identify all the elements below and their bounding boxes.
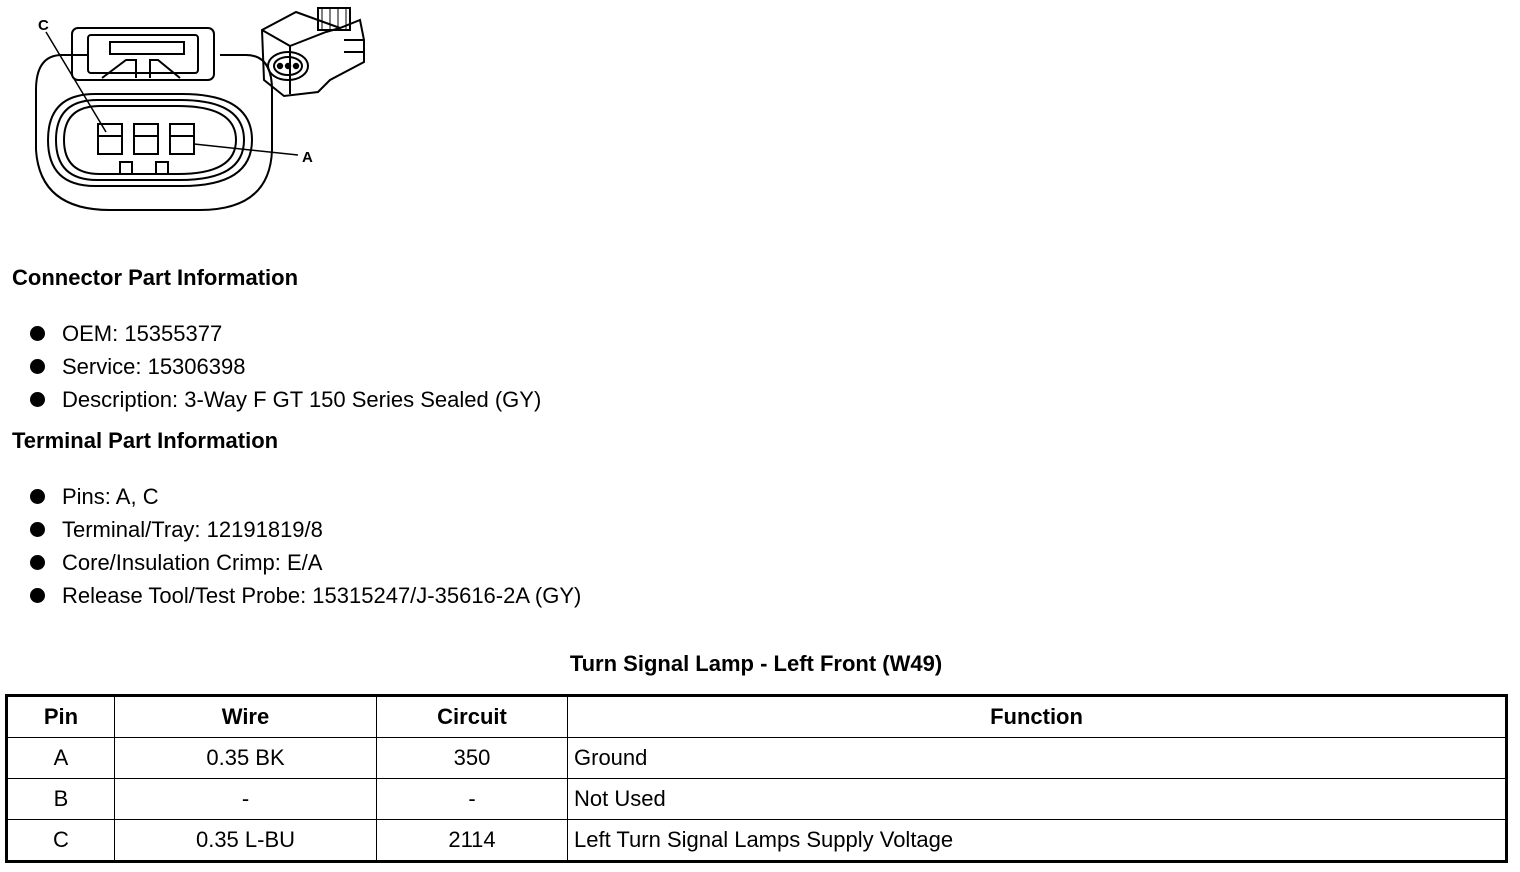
list-item: Core/Insulation Crimp: E/A <box>28 547 581 580</box>
bullet-icon <box>30 326 45 341</box>
cell-wire: 0.35 L-BU <box>115 820 377 862</box>
column-header-function: Function <box>568 696 1507 738</box>
table-row <box>7 820 1507 862</box>
list-item: Description: 3-Way F GT 150 Series Sealed (GY) <box>28 384 541 417</box>
pin-table <box>5 694 1508 863</box>
column-header-wire: Wire <box>115 696 377 738</box>
terminal-part-info-list <box>28 481 581 613</box>
terminal-part-info-heading: Terminal Part Information <box>12 428 279 453</box>
connector-part-info-list <box>28 318 541 417</box>
list-item: OEM: 15355377 <box>28 318 541 351</box>
callout-label-a: A <box>302 149 313 166</box>
cell-circuit: 350 <box>377 738 568 779</box>
cell-pin: B <box>7 779 115 820</box>
list-item: Pins: A, C <box>28 481 581 514</box>
connector-diagram <box>0 0 400 225</box>
cell-pin: A <box>7 738 115 779</box>
terminal-cavity-b <box>134 124 158 154</box>
cell-circuit: 2114 <box>377 820 568 862</box>
bullet-icon <box>30 522 45 537</box>
connector-face-outer <box>48 94 252 186</box>
connector-part-info-heading: Connector Part Information <box>12 265 299 290</box>
table-row <box>7 779 1507 820</box>
column-header-circuit: Circuit <box>377 696 568 738</box>
list-item: Service: 15306398 <box>28 351 541 384</box>
cell-circuit: - <box>377 779 568 820</box>
cell-function: Not Used <box>568 779 1507 820</box>
terminal-cavity-a <box>170 124 194 154</box>
list-item: Terminal/Tray: 12191819/8 <box>28 514 581 547</box>
table-title: Turn Signal Lamp - Left Front (W49) <box>569 651 943 676</box>
table-row <box>7 738 1507 779</box>
cell-wire: - <box>115 779 377 820</box>
cell-pin: C <box>7 820 115 862</box>
connector-perspective-view <box>262 8 364 96</box>
callout-line-c <box>46 32 106 132</box>
list-item: Release Tool/Test Probe: 15315247/J-35616-2A (GY) <box>28 580 581 613</box>
table-header-row <box>7 696 1507 738</box>
terminal-cavity-c <box>98 124 122 154</box>
bullet-icon <box>30 555 45 570</box>
cell-wire: 0.35 BK <box>115 738 377 779</box>
callout-line-a <box>194 144 298 155</box>
cell-function: Left Turn Signal Lamps Supply Voltage <box>568 820 1507 862</box>
column-header-pin: Pin <box>7 696 115 738</box>
cell-function: Ground <box>568 738 1507 779</box>
bullet-icon <box>30 359 45 374</box>
bullet-icon <box>30 489 45 504</box>
bullet-icon <box>30 392 45 407</box>
callout-label-c: C <box>38 17 49 34</box>
bullet-icon <box>30 588 45 603</box>
